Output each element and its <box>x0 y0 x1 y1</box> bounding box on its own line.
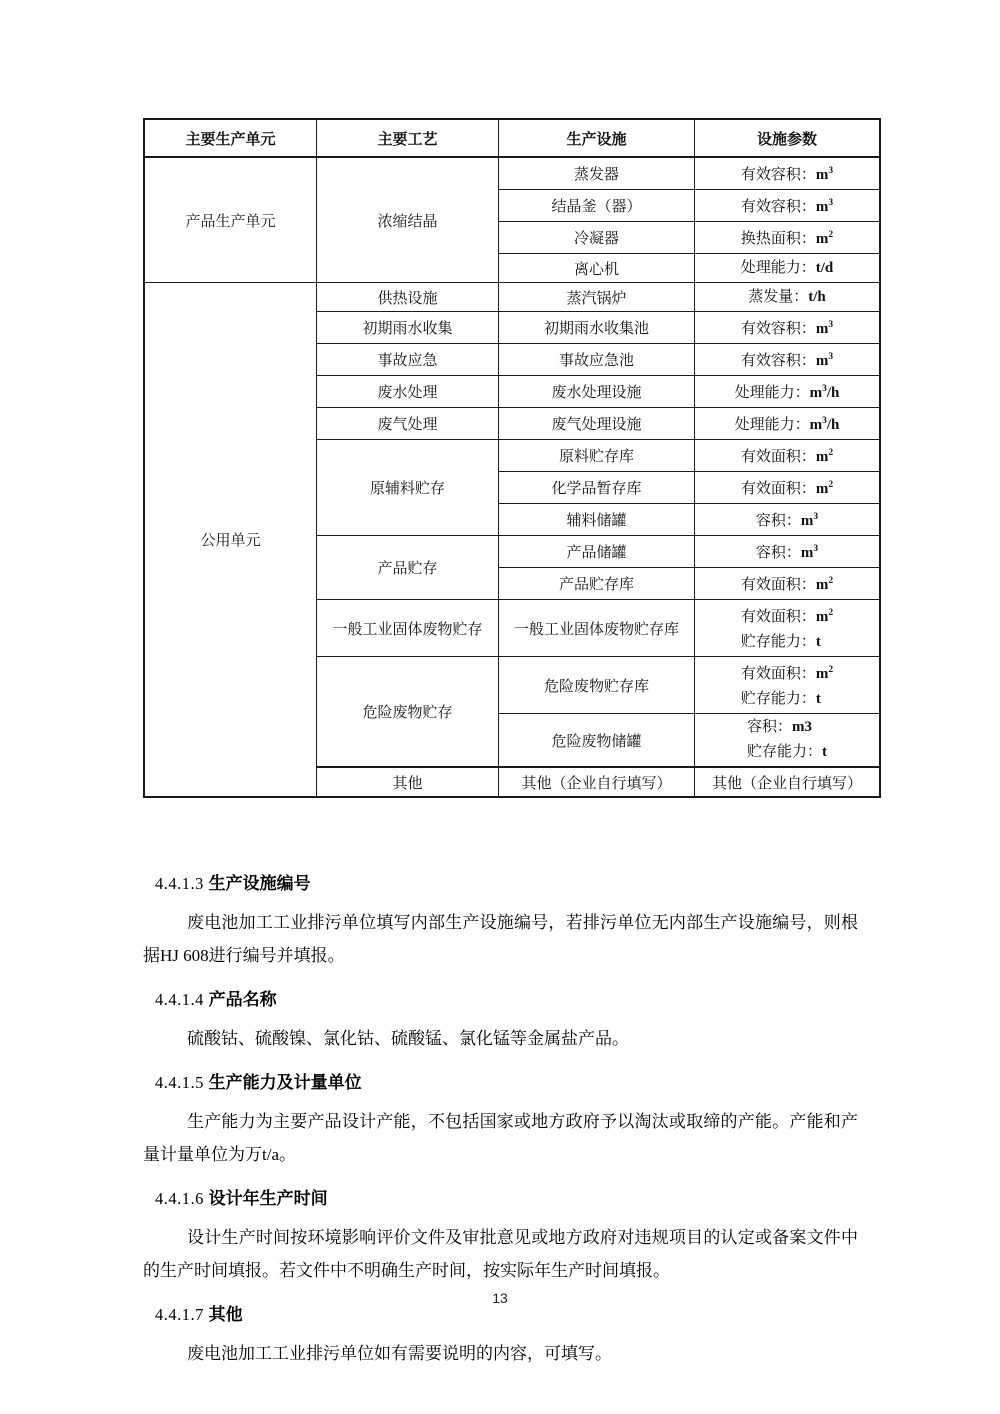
parameter-lines <box>741 601 833 655</box>
section-title: 设计年生产时间 <box>208 1189 328 1208</box>
parameter-cell <box>695 472 881 504</box>
unit-text: m <box>815 353 829 369</box>
section-heading <box>155 988 858 1012</box>
parameter-label: 有效容积： <box>740 321 816 337</box>
parameter-lines <box>741 345 833 374</box>
parameter-label: 有效容积： <box>740 167 816 183</box>
table-cell: 蒸汽锅炉 <box>499 283 695 312</box>
parameter-label: 有效面积： <box>740 577 816 593</box>
parameter-cell <box>695 376 881 408</box>
parameter-label: 处理能力： <box>734 417 810 433</box>
parameter-lines <box>741 569 833 598</box>
parameter-label: 容积： <box>755 513 801 529</box>
parameter-cell <box>695 536 881 568</box>
parameter-label: 蒸发量： <box>748 288 809 305</box>
section-heading <box>155 1303 858 1327</box>
parameter-label: 有效面积： <box>740 609 816 625</box>
table-cell: 化学品暂存库 <box>499 472 695 504</box>
table-cell: 一般工业固体废物贮存 <box>317 600 499 657</box>
table-cell: 其他（企业自行填写） <box>499 767 695 797</box>
unit-text: t/h <box>808 288 826 305</box>
parameter-cell <box>695 714 881 768</box>
unit-text: /h <box>826 417 840 433</box>
table-cell: 产品贮存 <box>317 536 499 600</box>
table-header-row <box>144 119 880 157</box>
parameter-cell <box>695 190 881 222</box>
unit-text: m <box>815 481 829 497</box>
table-cell: 危险废物储罐 <box>499 714 695 768</box>
parameter-label: 有效面积： <box>740 481 816 497</box>
table-cell: 初期雨水收集池 <box>499 312 695 344</box>
unit-text: 2 <box>828 608 834 618</box>
section-number: 4.4.1.6 <box>155 1189 204 1208</box>
parameter-cell <box>695 283 881 312</box>
parameter-line <box>741 313 833 342</box>
parameter-lines <box>741 159 833 188</box>
section-title: 生产能力及计量单位 <box>208 1073 362 1092</box>
parameter-label: 贮存能力： <box>740 634 816 650</box>
column-header: 主要工艺 <box>317 119 499 157</box>
parameter-line <box>741 569 833 598</box>
table-cell: 产品贮存库 <box>499 568 695 600</box>
section-title: 生产设施编号 <box>208 874 311 893</box>
unit-text: m <box>800 513 814 529</box>
table-cell: 辅料储罐 <box>499 504 695 536</box>
table-row <box>144 157 880 190</box>
unit-text: m <box>815 449 829 465</box>
facility-table <box>143 118 881 798</box>
table-cell: 其他 <box>317 767 499 797</box>
parameter-label: 容积： <box>746 719 792 735</box>
parameter-line <box>756 537 818 566</box>
parameter-lines <box>741 191 833 220</box>
unit-text: m <box>815 231 829 247</box>
parameter-line <box>741 441 833 470</box>
table-cell: 其他（企业自行填写） <box>695 767 881 797</box>
parameter-label: 贮存能力： <box>746 744 822 760</box>
table-cell: 冷凝器 <box>499 222 695 254</box>
unit-text: m <box>809 417 823 433</box>
table-cell: 初期雨水收集 <box>317 312 499 344</box>
parameter-label: 容积： <box>755 545 801 561</box>
table-cell: 离心机 <box>499 254 695 283</box>
paragraph: 废电池加工工业排污单位填写内部生产设施编号，若排污单位无内部生产设施编号，则根据HJ 608进行编号并填报。 <box>143 913 858 965</box>
parameter-line <box>747 740 827 765</box>
table-cell: 危险废物贮存 <box>317 657 499 768</box>
parameter-line <box>741 223 833 252</box>
section-title: 产品名称 <box>208 990 277 1009</box>
parameter-cell <box>695 408 881 440</box>
parameter-label: 有效容积： <box>740 353 816 369</box>
parameter-label: 贮存能力： <box>740 691 816 707</box>
table-cell: 供热设施 <box>317 283 499 312</box>
unit-text: 2 <box>828 448 834 458</box>
document-page-content <box>143 118 862 1386</box>
unit-text: m <box>815 321 829 337</box>
section <box>143 988 858 1055</box>
unit-text: t <box>815 634 821 650</box>
table-row <box>144 283 880 312</box>
unit-text: m3 <box>792 719 812 735</box>
section-heading <box>155 1071 858 1095</box>
parameter-lines <box>735 409 840 438</box>
section-number: 4.4.1.3 <box>155 874 204 893</box>
parameter-cell <box>695 568 881 600</box>
unit-text: m <box>815 199 829 215</box>
parameter-line <box>741 473 833 502</box>
table-cell: 结晶釜（器） <box>499 190 695 222</box>
table-cell: 一般工业固体废物贮存库 <box>499 600 695 657</box>
parameter-lines <box>748 285 826 310</box>
parameter-line <box>756 505 818 534</box>
parameter-line <box>735 409 840 438</box>
unit-text: m <box>815 167 829 183</box>
parameter-cell <box>695 222 881 254</box>
parameter-line <box>735 377 840 406</box>
unit-text: 3 <box>822 384 827 394</box>
unit-text: t <box>822 744 827 760</box>
page-number: 13 <box>492 1290 508 1306</box>
section-number: 4.4.1.7 <box>155 1305 204 1324</box>
unit-text: /h <box>826 385 840 401</box>
section <box>143 1303 858 1370</box>
unit-text: 2 <box>828 480 834 490</box>
parameter-lines <box>756 537 818 566</box>
parameter-cell <box>695 504 881 536</box>
table-cell: 危险废物贮存库 <box>499 657 695 714</box>
unit-text: m <box>815 609 829 625</box>
parameter-line <box>741 630 833 655</box>
unit-text: m <box>809 385 823 401</box>
unit-text: 3 <box>828 166 834 176</box>
parameter-lines <box>741 313 833 342</box>
table-cell: 浓缩结晶 <box>317 157 499 283</box>
parameter-lines <box>741 441 833 470</box>
parameter-line <box>741 687 833 712</box>
paragraph: 设计生产时间按环境影响评价文件及审批意见或地方政府对违规项目的认定或备案文件中的生产时间填报。若文件中不明确生产时间，按实际年生产时间填报。 <box>143 1228 858 1280</box>
parameter-line <box>747 715 827 740</box>
column-header: 主要生产单元 <box>144 119 317 157</box>
paragraph: 生产能力为主要产品设计产能，不包括国家或地方政府予以淘汰或取缔的产能。产能和产量计量单位为万t/a。 <box>143 1112 858 1164</box>
table-cell: 废气处理 <box>317 408 499 440</box>
table-cell: 蒸发器 <box>499 157 695 190</box>
parameter-lines <box>741 223 833 252</box>
table-cell: 事故应急池 <box>499 344 695 376</box>
unit-text: m <box>815 577 829 593</box>
parameter-lines <box>756 505 818 534</box>
section <box>143 1187 858 1287</box>
parameter-lines <box>741 256 834 281</box>
parameter-cell <box>695 344 881 376</box>
unit-text: 3 <box>813 544 819 554</box>
section-heading <box>155 872 858 896</box>
unit-text: 3 <box>828 352 834 362</box>
parameter-line <box>748 285 826 310</box>
paragraph: 废电池加工工业排污单位如有需要说明的内容，可填写。 <box>187 1344 612 1363</box>
parameter-cell <box>695 157 881 190</box>
table-cell: 事故应急 <box>317 344 499 376</box>
unit-text: m <box>800 545 814 561</box>
parameter-line <box>741 658 833 687</box>
section-title: 其他 <box>208 1305 243 1324</box>
table-cell: 废水处理设施 <box>499 376 695 408</box>
parameter-label: 处理能力： <box>740 259 816 276</box>
parameter-lines <box>735 377 840 406</box>
unit-text: 3 <box>822 416 827 426</box>
parameter-line <box>741 256 834 281</box>
section <box>143 1071 858 1171</box>
parameter-lines <box>747 715 827 765</box>
parameter-cell <box>695 657 881 714</box>
parameter-line <box>741 601 833 630</box>
unit-text: 2 <box>828 665 834 675</box>
parameter-cell <box>695 440 881 472</box>
parameter-label: 有效容积： <box>740 199 816 215</box>
parameter-cell <box>695 254 881 283</box>
paragraph: 硫酸钴、硫酸镍、氯化钴、硫酸锰、氯化锰等金属盐产品。 <box>187 1029 629 1048</box>
unit-text: 3 <box>828 320 834 330</box>
unit-text: 3 <box>828 198 834 208</box>
parameter-cell <box>695 312 881 344</box>
unit-text: 2 <box>828 576 834 586</box>
table-cell: 原料贮存库 <box>499 440 695 472</box>
section-heading <box>155 1187 858 1211</box>
parameter-lines <box>741 473 833 502</box>
unit-text: 3 <box>813 512 819 522</box>
parameter-label: 有效面积： <box>740 449 816 465</box>
section-number: 4.4.1.5 <box>155 1073 204 1092</box>
unit-text: t/d <box>815 259 834 276</box>
unit-text: m <box>815 666 829 682</box>
parameter-cell <box>695 600 881 657</box>
table-cell: 产品生产单元 <box>144 157 317 283</box>
column-header: 生产设施 <box>499 119 695 157</box>
table-cell: 公用单元 <box>144 283 317 798</box>
table-cell: 原辅料贮存 <box>317 440 499 536</box>
table-cell: 产品储罐 <box>499 536 695 568</box>
unit-text: t <box>815 691 821 707</box>
parameter-label: 有效面积： <box>740 666 816 682</box>
parameter-line <box>741 345 833 374</box>
parameter-label: 换热面积： <box>740 231 816 247</box>
parameter-label: 处理能力： <box>734 385 810 401</box>
section <box>143 872 858 972</box>
column-header: 设施参数 <box>695 119 881 157</box>
parameter-line <box>741 159 833 188</box>
parameter-lines <box>741 658 833 712</box>
table-cell: 废气处理设施 <box>499 408 695 440</box>
parameter-line <box>741 191 833 220</box>
table-cell: 废水处理 <box>317 376 499 408</box>
section-number: 4.4.1.4 <box>155 990 204 1009</box>
unit-text: 2 <box>828 230 834 240</box>
